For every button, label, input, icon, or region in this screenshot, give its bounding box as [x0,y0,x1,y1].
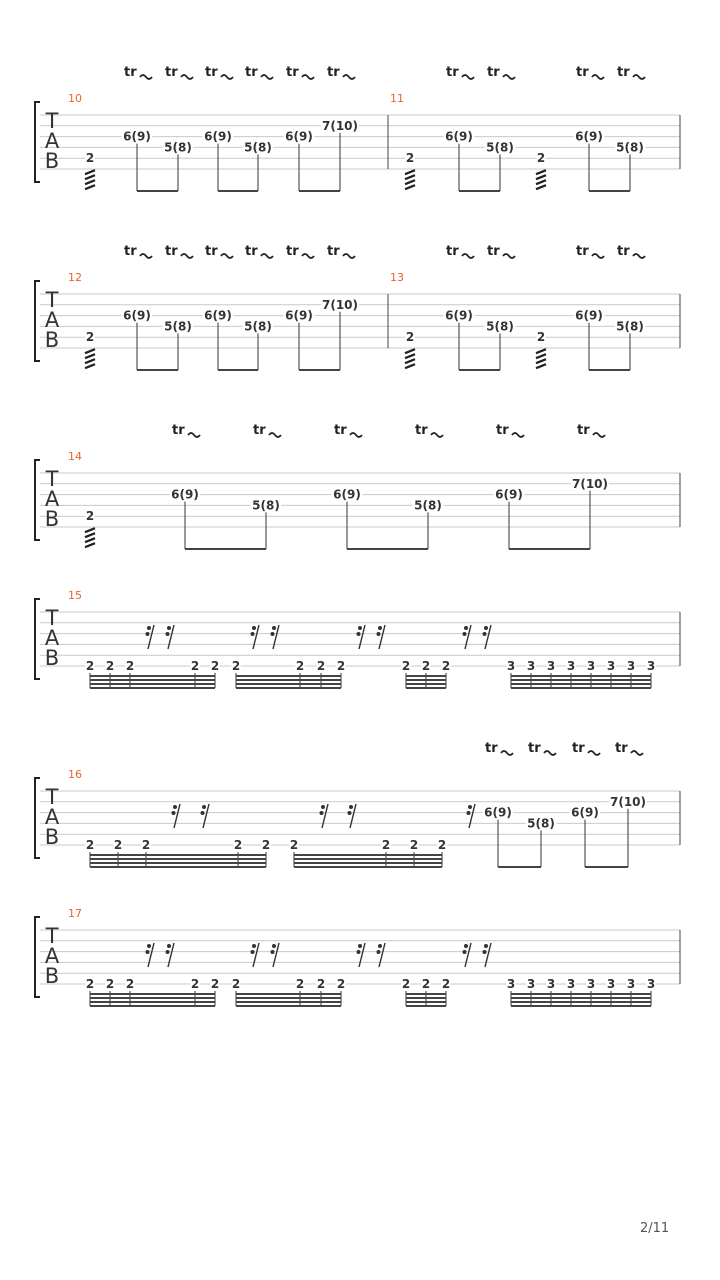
sixteenth-rest-icon [483,950,487,954]
trill-label: tr [572,741,585,756]
fret-number: 6(9) [204,129,232,144]
fret-number: 2 [85,838,95,852]
sixteenth-rest-icon [464,626,468,630]
sixteenth-rest-icon [271,950,275,954]
trill-label: tr [205,244,218,259]
fret-number: 3 [566,977,576,991]
fret-number: 3 [546,659,556,673]
trill-icon [181,254,193,258]
fret-number: 2 [85,330,95,345]
fret-number: 2 [190,659,200,673]
fret-number: 5(8) [527,816,555,831]
sixteenth-rest-icon [146,632,150,636]
tremolo-icon [85,349,95,353]
sixteenth-rest-icon [271,632,275,636]
trill-label: tr [205,65,218,80]
tremolo-icon [536,349,546,353]
tab-system [35,244,680,370]
measure-number: 13 [390,271,404,284]
sixteenth-rest-icon [463,950,467,954]
tremolo-icon [405,175,415,179]
sixteenth-rest-icon [252,944,256,948]
tab-clef-letter: A [44,487,60,511]
trill-icon [343,75,355,79]
trill-label: tr [124,65,137,80]
tremolo-icon [536,354,546,358]
fret-number: 5(8) [414,498,442,513]
tremolo-icon [85,175,95,179]
fret-number: 2 [85,509,95,524]
fret-number: 6(9) [285,129,313,144]
system-bracket [35,460,40,540]
tremolo-icon [536,185,546,189]
tremolo-icon [85,528,95,532]
measure-number: 15 [68,589,82,602]
system-bracket [35,599,40,679]
measure-number: 12 [68,271,82,284]
fret-number: 6(9) [484,805,512,820]
sixteenth-rest-icon [202,805,206,809]
fret-number: 3 [626,977,636,991]
sixteenth-rest-icon [167,944,171,948]
fret-number: 6(9) [575,129,603,144]
sixteenth-rest-icon [358,944,362,948]
sixteenth-rest-icon [348,811,352,815]
tremolo-icon [85,543,95,547]
tab-clef-letter: T [45,606,59,630]
trill-icon [221,254,233,258]
fret-number: 5(8) [616,140,644,155]
fret-number: 5(8) [244,140,272,155]
fret-number: 3 [646,977,656,991]
tab-clef-letter: B [44,328,60,352]
sixteenth-rest-icon [357,632,361,636]
fret-number: 5(8) [164,140,192,155]
fret-number: 6(9) [171,487,199,502]
fret-number: 5(8) [244,319,272,334]
fret-number: 2 [295,659,305,673]
fret-number: 2 [85,977,95,991]
fret-number: 7(10) [321,118,359,133]
sixteenth-rest-icon [377,950,381,954]
trill-icon [188,433,200,437]
tab-system [35,907,680,1006]
trill-icon [261,75,273,79]
fret-number: 3 [526,977,536,991]
sixteenth-rest-icon [272,944,276,948]
fret-number: 2 [381,838,391,852]
sixteenth-rest-icon [357,950,361,954]
fret-number: 6(9) [204,308,232,323]
tab-clef-letter: B [44,149,60,173]
trill-label: tr [245,244,258,259]
fret-number: 2 [190,977,200,991]
sixteenth-rest-icon [484,626,488,630]
fret-number: 2 [113,838,123,852]
trill-icon [501,751,513,755]
tab-system [35,589,680,688]
system-bracket [35,778,40,858]
sixteenth-rest-icon [166,950,170,954]
fret-number: 6(9) [445,308,473,323]
sixteenth-rest-icon [147,944,151,948]
fret-number: 6(9) [123,129,151,144]
fret-number: 6(9) [495,487,523,502]
trill-icon [140,254,152,258]
sixteenth-rest-icon [463,632,467,636]
trill-label: tr [286,244,299,259]
fret-number: 3 [506,659,516,673]
trill-label: tr [334,423,347,438]
fret-number: 3 [646,659,656,673]
sixteenth-rest-icon [166,632,170,636]
fret-number: 2 [141,838,151,852]
tremolo-icon [85,364,95,368]
tab-system [35,423,680,549]
fret-number: 2 [210,659,220,673]
fret-number: 5(8) [164,319,192,334]
trill-icon [592,254,604,258]
fret-number: 2 [336,659,346,673]
trill-icon [302,75,314,79]
tab-clef-letter: A [44,944,60,968]
fret-number: 2 [316,977,326,991]
tab-clef-letter: B [44,646,60,670]
tremolo-icon [85,354,95,358]
fret-number: 2 [261,838,271,852]
fret-number: 5(8) [252,498,280,513]
trill-icon [633,254,645,258]
sixteenth-rest-icon [251,632,255,636]
tab-clef-letter: B [44,825,60,849]
trill-label: tr [446,244,459,259]
tremolo-icon [85,359,95,363]
tremolo-icon [405,359,415,363]
sixteenth-rest-icon [320,811,324,815]
tremolo-icon [85,170,95,174]
fret-number: 7(10) [321,297,359,312]
trill-icon [592,75,604,79]
fret-number: 2 [409,838,419,852]
tab-clef-letter: T [45,288,59,312]
trill-label: tr [496,423,509,438]
tremolo-icon [536,364,546,368]
fret-number: 2 [85,659,95,673]
trill-label: tr [165,244,178,259]
tab-system [35,741,680,867]
trill-icon [350,433,362,437]
trill-icon [181,75,193,79]
fret-number: 2 [316,659,326,673]
fret-number: 2 [125,659,135,673]
fret-number: 3 [586,977,596,991]
fret-number: 2 [536,330,546,345]
fret-number: 6(9) [333,487,361,502]
trill-icon [261,254,273,258]
trill-label: tr [172,423,185,438]
trill-icon [512,433,524,437]
fret-number: 2 [437,838,447,852]
measure-number: 17 [68,907,82,920]
fret-number: 2 [105,659,115,673]
trill-label: tr [576,244,589,259]
fret-number: 2 [336,977,346,991]
sixteenth-rest-icon [146,950,150,954]
trill-icon [503,254,515,258]
fret-number: 3 [566,659,576,673]
measure-number: 14 [68,450,82,463]
trill-label: tr [577,423,590,438]
sixteenth-rest-icon [272,626,276,630]
fret-number: 2 [405,151,415,166]
tremolo-icon [85,533,95,537]
trill-icon [593,433,605,437]
fret-number: 2 [421,659,431,673]
trill-label: tr [528,741,541,756]
sixteenth-rest-icon [468,805,472,809]
sixteenth-rest-icon [251,950,255,954]
fret-number: 2 [231,659,241,673]
system-bracket [35,917,40,997]
system-bracket [35,281,40,361]
fret-number: 5(8) [486,319,514,334]
sixteenth-rest-icon [173,805,177,809]
tab-clef-letter: A [44,805,60,829]
tremolo-icon [405,349,415,353]
fret-number: 2 [405,330,415,345]
tremolo-icon [85,180,95,184]
tab-clef-letter: B [44,507,60,531]
sixteenth-rest-icon [378,944,382,948]
trill-label: tr [415,423,428,438]
tremolo-icon [536,175,546,179]
trill-label: tr [487,244,500,259]
tab-clef-letter: T [45,924,59,948]
trill-label: tr [245,65,258,80]
tab-clef-letter: A [44,308,60,332]
tab-clef-letter: T [45,467,59,491]
sixteenth-rest-icon [464,944,468,948]
sixteenth-rest-icon [321,805,325,809]
trill-label: tr [576,65,589,80]
sixteenth-rest-icon [467,811,471,815]
fret-number: 2 [421,977,431,991]
trill-icon [633,75,645,79]
tab-clef-letter: T [45,109,59,133]
trill-icon [221,75,233,79]
fret-number: 2 [105,977,115,991]
fret-number: 3 [586,659,596,673]
tremolo-icon [85,538,95,542]
tremolo-icon [85,185,95,189]
sixteenth-rest-icon [378,626,382,630]
sixteenth-rest-icon [377,632,381,636]
trill-label: tr [286,65,299,80]
fret-number: 2 [210,977,220,991]
tremolo-icon [536,359,546,363]
fret-number: 3 [546,977,556,991]
trill-label: tr [617,244,630,259]
trill-label: tr [124,244,137,259]
fret-number: 3 [606,977,616,991]
measure-number: 16 [68,768,82,781]
tab-clef-letter: B [44,964,60,988]
tremolo-icon [536,170,546,174]
fret-number: 6(9) [285,308,313,323]
fret-number: 7(10) [571,476,609,491]
sixteenth-rest-icon [172,811,176,815]
sixteenth-rest-icon [358,626,362,630]
fret-number: 2 [441,659,451,673]
trill-label: tr [615,741,628,756]
fret-number: 3 [626,659,636,673]
measure-number: 11 [390,92,404,105]
fret-number: 2 [231,977,241,991]
tab-clef-letter: T [45,785,59,809]
fret-number: 2 [85,151,95,166]
tab-clef-letter: A [44,129,60,153]
fret-number: 6(9) [445,129,473,144]
sixteenth-rest-icon [252,626,256,630]
trill-label: tr [253,423,266,438]
fret-number: 2 [125,977,135,991]
fret-number: 6(9) [123,308,151,323]
tremolo-icon [405,180,415,184]
tremolo-icon [405,170,415,174]
fret-number: 3 [606,659,616,673]
trill-icon [302,254,314,258]
measure-number: 10 [68,92,82,105]
trill-icon [503,75,515,79]
fret-number: 2 [441,977,451,991]
trill-label: tr [487,65,500,80]
fret-number: 2 [233,838,243,852]
sixteenth-rest-icon [201,811,205,815]
fret-number: 3 [506,977,516,991]
system-bracket [35,102,40,182]
trill-icon [343,254,355,258]
trill-icon [588,751,600,755]
fret-number: 7(10) [609,794,647,809]
tremolo-icon [405,354,415,358]
tab-system [35,65,680,191]
tremolo-icon [405,185,415,189]
trill-label: tr [446,65,459,80]
fret-number: 5(8) [486,140,514,155]
trill-label: tr [485,741,498,756]
fret-number: 2 [401,977,411,991]
trill-icon [544,751,556,755]
fret-number: 3 [526,659,536,673]
fret-number: 2 [536,151,546,166]
trill-icon [140,75,152,79]
tremolo-icon [536,180,546,184]
fret-number: 2 [289,838,299,852]
trill-label: tr [327,65,340,80]
tremolo-icon [405,364,415,368]
sixteenth-rest-icon [483,632,487,636]
fret-number: 5(8) [616,319,644,334]
trill-icon [462,75,474,79]
fret-number: 6(9) [575,308,603,323]
sixteenth-rest-icon [484,944,488,948]
fret-number: 2 [401,659,411,673]
page-number: 2/11 [640,1221,670,1236]
trill-label: tr [327,244,340,259]
trill-label: tr [165,65,178,80]
trill-icon [631,751,643,755]
sixteenth-rest-icon [147,626,151,630]
trill-icon [462,254,474,258]
trill-label: tr [617,65,630,80]
fret-number: 6(9) [571,805,599,820]
tab-clef-letter: A [44,626,60,650]
fret-number: 2 [295,977,305,991]
trill-icon [269,433,281,437]
trill-icon [431,433,443,437]
sixteenth-rest-icon [167,626,171,630]
sixteenth-rest-icon [349,805,353,809]
